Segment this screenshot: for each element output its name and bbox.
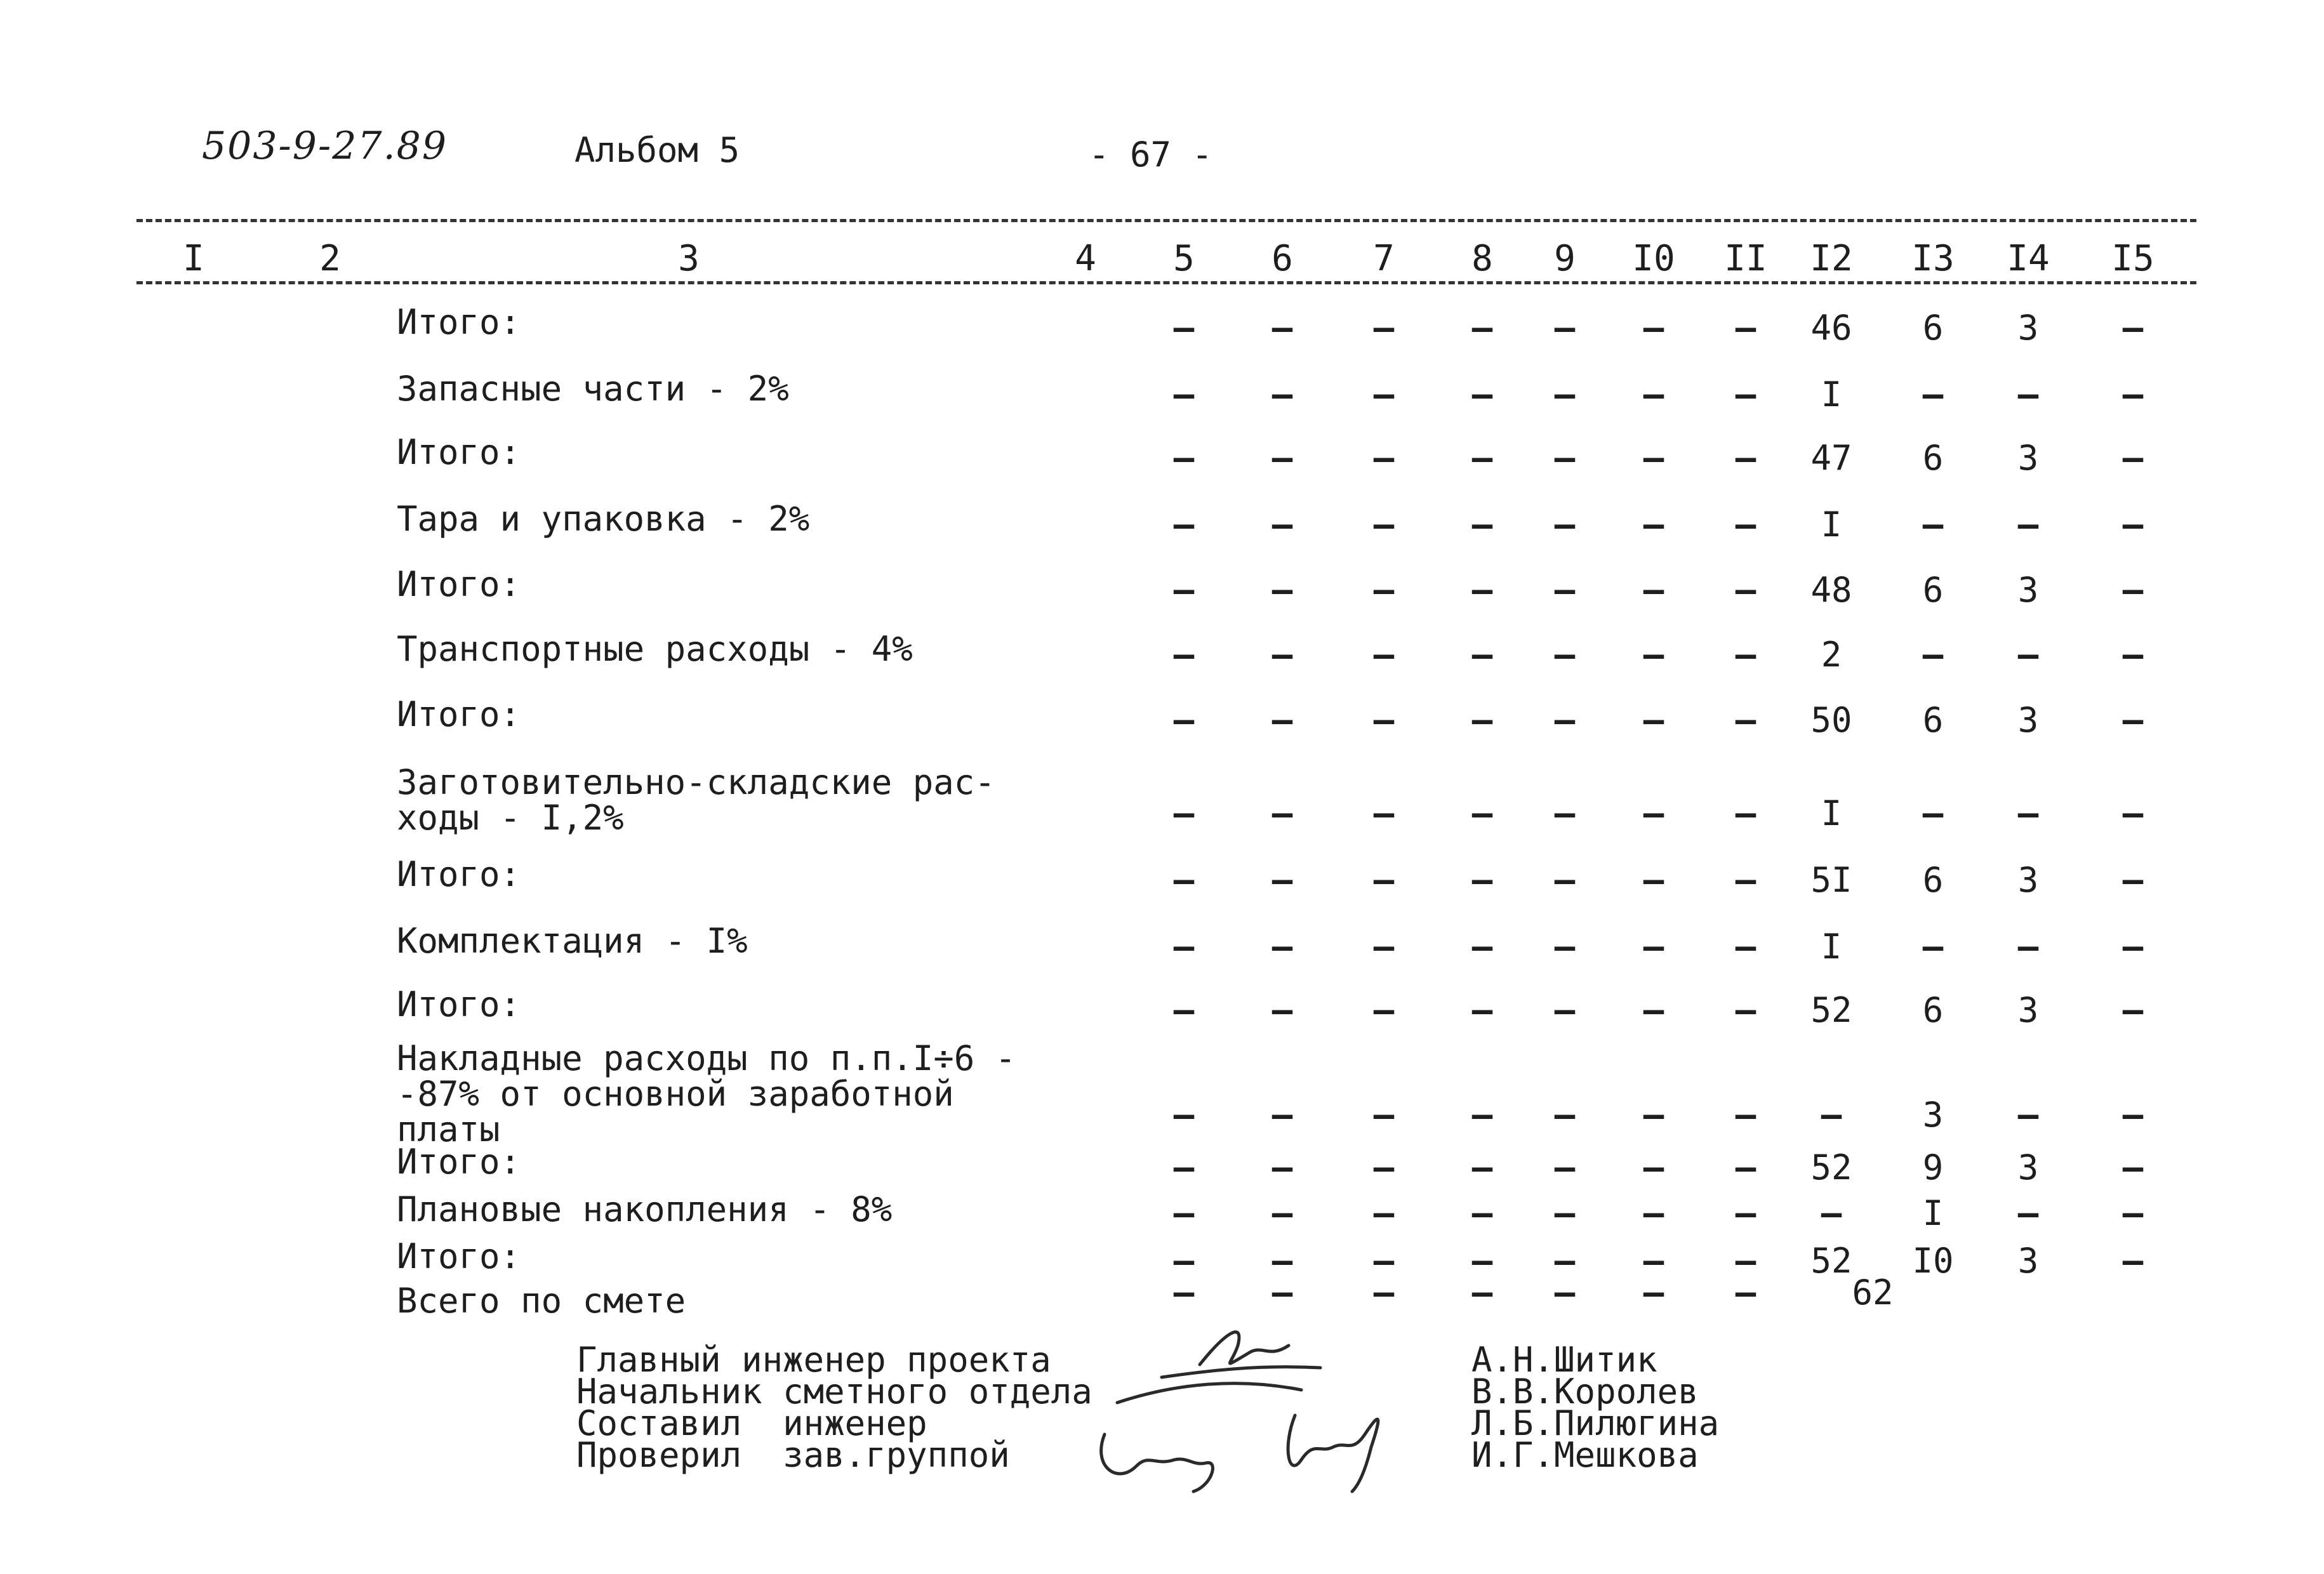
signature-role: Составил инженер: [576, 1403, 927, 1443]
column-header: I: [183, 238, 204, 279]
table-cell: –: [2122, 1193, 2144, 1233]
table-cell: –: [1173, 308, 1195, 348]
table-cell: –: [1471, 1193, 1493, 1233]
table-cell: –: [1821, 1095, 1842, 1135]
table-cell: –: [1643, 570, 1664, 610]
table-cell: 3: [2017, 990, 2039, 1030]
table-cell: –: [1373, 438, 1395, 478]
handwritten-signatures: [1079, 1307, 1435, 1498]
row-label: Накладные расходы по п.п.I÷6 - -87% от основной заработной платы: [397, 1038, 1016, 1149]
table-cell: I0: [1912, 1241, 1954, 1281]
table-cell: –: [2017, 793, 2039, 833]
table-cell: –: [1373, 927, 1395, 967]
table-cell: –: [1173, 374, 1195, 414]
table-cell: –: [1471, 570, 1493, 610]
table-cell: –: [1735, 570, 1756, 610]
table-cell: –: [2122, 1095, 2144, 1135]
table-cell: –: [1735, 860, 1756, 900]
table-cell: 3: [2017, 308, 2039, 348]
table-cell: 3: [2017, 1147, 2039, 1187]
column-header: 7: [1373, 238, 1395, 279]
table-cell: 3: [1922, 1095, 1944, 1135]
column-header: 6: [1272, 238, 1293, 279]
table-cell: –: [1373, 990, 1395, 1030]
document-code: 503-9-27.89: [202, 124, 448, 168]
table-cell: –: [1272, 990, 1293, 1030]
table-cell: 6: [1922, 570, 1944, 610]
signature-role: Проверил зав.группой: [576, 1435, 1010, 1475]
table-cell: –: [2122, 990, 2144, 1030]
table-cell: –: [1554, 1095, 1576, 1135]
table-cell: –: [1643, 1095, 1664, 1135]
table-cell: –: [1173, 1147, 1195, 1187]
table-cell: 6: [1922, 860, 1944, 900]
table-cell: –: [1173, 505, 1195, 545]
table-top-rule: [136, 219, 2196, 222]
table-cell: –: [2122, 635, 2144, 675]
table-cell: 48: [1810, 570, 1852, 610]
table-cell: –: [2122, 700, 2144, 740]
table-cell: –: [1272, 927, 1293, 967]
row-label: Итого:: [397, 854, 521, 894]
column-header: I4: [2007, 238, 2050, 279]
table-cell: –: [1554, 438, 1576, 478]
table-cell: –: [1373, 1193, 1395, 1233]
table-cell: –: [1471, 438, 1493, 478]
table-cell: –: [2122, 927, 2144, 967]
table-cell: –: [2122, 793, 2144, 833]
column-header: II: [1724, 238, 1767, 279]
table-cell: –: [1272, 1193, 1293, 1233]
table-cell: –: [1735, 1241, 1756, 1281]
column-header: 2: [319, 238, 341, 279]
row-label: Запасные части - 2%: [397, 369, 789, 409]
column-header: 5: [1173, 238, 1195, 279]
table-cell: –: [1173, 927, 1195, 967]
table-cell: –: [1272, 1273, 1293, 1313]
table-cell: 3: [2017, 700, 2039, 740]
table-cell: –: [1554, 1273, 1576, 1313]
table-cell: –: [1554, 1193, 1576, 1233]
table-cell: –: [1373, 700, 1395, 740]
table-cell: –: [1554, 1147, 1576, 1187]
table-cell: –: [1373, 308, 1395, 348]
table-cell: 62: [1852, 1273, 1894, 1313]
table-cell: –: [1471, 1095, 1493, 1135]
row-label: Транспортные расходы - 4%: [397, 629, 913, 669]
table-cell: –: [1643, 635, 1664, 675]
table-cell: –: [2017, 505, 2039, 545]
table-cell: –: [1735, 374, 1756, 414]
table-cell: –: [1272, 374, 1293, 414]
table-cell: –: [1373, 635, 1395, 675]
table-cell: I: [1821, 374, 1842, 414]
table-cell: –: [1471, 860, 1493, 900]
table-cell: –: [1643, 1273, 1664, 1313]
table-cell: –: [2122, 860, 2144, 900]
table-cell: –: [1471, 990, 1493, 1030]
table-cell: –: [1272, 793, 1293, 833]
table-cell: –: [1471, 700, 1493, 740]
table-cell: –: [1272, 635, 1293, 675]
table-cell: –: [1373, 1147, 1395, 1187]
table-cell: –: [1173, 635, 1195, 675]
table-cell: –: [1735, 635, 1756, 675]
table-cell: 6: [1922, 990, 1944, 1030]
column-header: 8: [1471, 238, 1493, 279]
table-cell: 3: [2017, 570, 2039, 610]
column-header: 9: [1554, 238, 1576, 279]
table-cell: –: [1373, 793, 1395, 833]
row-label: Тара и упаковка - 2%: [397, 499, 810, 539]
table-cell: –: [2122, 308, 2144, 348]
table-header-rule: [136, 281, 2196, 284]
table-cell: –: [1554, 860, 1576, 900]
table-cell: –: [1643, 990, 1664, 1030]
table-cell: I: [1821, 505, 1842, 545]
table-cell: –: [1643, 374, 1664, 414]
table-cell: –: [1272, 505, 1293, 545]
row-label: Итого:: [397, 1236, 521, 1276]
table-cell: –: [1272, 570, 1293, 610]
table-cell: –: [1173, 438, 1195, 478]
table-cell: –: [1272, 1241, 1293, 1281]
table-cell: –: [1373, 1241, 1395, 1281]
table-cell: –: [1554, 793, 1576, 833]
table-cell: –: [1373, 505, 1395, 545]
table-cell: –: [1272, 860, 1293, 900]
table-cell: 6: [1922, 308, 1944, 348]
table-cell: –: [1471, 635, 1493, 675]
table-cell: –: [1554, 700, 1576, 740]
table-cell: –: [1471, 308, 1493, 348]
table-cell: –: [1173, 1273, 1195, 1313]
table-cell: –: [1643, 860, 1664, 900]
table-cell: –: [1643, 1193, 1664, 1233]
table-cell: –: [1471, 1273, 1493, 1313]
table-cell: 52: [1810, 1241, 1852, 1281]
table-cell: –: [1735, 1095, 1756, 1135]
row-label: Заготовительно-складские рас- ходы - I,2%: [397, 762, 995, 838]
table-cell: –: [1735, 1273, 1756, 1313]
table-cell: –: [2122, 438, 2144, 478]
table-cell: –: [1272, 1147, 1293, 1187]
table-cell: –: [1373, 860, 1395, 900]
table-cell: –: [1643, 1147, 1664, 1187]
table-cell: –: [1643, 793, 1664, 833]
table-cell: –: [1643, 438, 1664, 478]
table-cell: –: [2017, 1095, 2039, 1135]
table-cell: 3: [2017, 860, 2039, 900]
table-cell: –: [1471, 793, 1493, 833]
table-cell: –: [2122, 505, 2144, 545]
row-label: Итого:: [397, 984, 521, 1024]
row-label: Итого:: [397, 1142, 521, 1182]
row-label: Итого:: [397, 432, 521, 472]
table-cell: 6: [1922, 700, 1944, 740]
table-cell: 9: [1922, 1147, 1944, 1187]
signature-role: Начальник сметного отдела: [576, 1372, 1092, 1412]
table-cell: –: [1554, 990, 1576, 1030]
table-cell: 5I: [1810, 860, 1852, 900]
table-cell: 3: [2017, 438, 2039, 478]
table-cell: –: [1735, 505, 1756, 545]
table-cell: –: [1173, 1193, 1195, 1233]
table-cell: –: [1471, 505, 1493, 545]
table-cell: –: [1554, 927, 1576, 967]
table-cell: 52: [1810, 990, 1852, 1030]
table-cell: –: [1373, 374, 1395, 414]
signatory-name: Л.Б.Пилюгина: [1471, 1403, 1720, 1443]
signatory-name: В.В.Королев: [1471, 1372, 1699, 1412]
signatory-name: И.Г.Мешкова: [1471, 1435, 1699, 1475]
table-cell: –: [1554, 374, 1576, 414]
table-cell: –: [2122, 570, 2144, 610]
table-cell: –: [1643, 700, 1664, 740]
table-cell: –: [2122, 1241, 2144, 1281]
table-cell: –: [1554, 505, 1576, 545]
table-cell: –: [1735, 1147, 1756, 1187]
table-cell: –: [1173, 1241, 1195, 1281]
table-cell: –: [1735, 308, 1756, 348]
signature-role: Главный инженер проекта: [576, 1340, 1051, 1380]
table-cell: 2: [1821, 635, 1842, 675]
table-cell: I: [1922, 1193, 1944, 1233]
row-label: Итого:: [397, 302, 521, 342]
signatory-name: А.Н.Шитик: [1471, 1340, 1657, 1380]
table-cell: –: [1373, 570, 1395, 610]
table-cell: –: [1173, 990, 1195, 1030]
table-cell: –: [1272, 1095, 1293, 1135]
column-header: I2: [1810, 238, 1853, 279]
row-label: Всего по смете: [397, 1281, 686, 1321]
table-cell: –: [2017, 1193, 2039, 1233]
table-cell: –: [1173, 793, 1195, 833]
table-cell: –: [1922, 374, 1944, 414]
table-cell: –: [1554, 635, 1576, 675]
table-cell: –: [1173, 570, 1195, 610]
table-cell: –: [1922, 793, 1944, 833]
column-header: I3: [1911, 238, 1955, 279]
row-label: Плановые накопления - 8%: [397, 1189, 893, 1229]
table-cell: –: [1554, 570, 1576, 610]
table-cell: –: [1643, 927, 1664, 967]
row-label: Комплектация - I%: [397, 921, 748, 961]
table-cell: –: [1735, 927, 1756, 967]
table-cell: –: [1373, 1273, 1395, 1313]
table-cell: –: [1643, 505, 1664, 545]
row-label: Итого:: [397, 564, 521, 604]
table-cell: –: [1922, 505, 1944, 545]
table-cell: I: [1821, 793, 1842, 833]
table-cell: –: [1735, 438, 1756, 478]
table-cell: –: [1373, 1095, 1395, 1135]
table-cell: –: [1173, 1095, 1195, 1135]
column-header: 3: [678, 238, 700, 279]
column-header: 4: [1075, 238, 1096, 279]
table-cell: 47: [1810, 438, 1852, 478]
table-cell: –: [1821, 1193, 1842, 1233]
table-cell: –: [2017, 927, 2039, 967]
table-cell: –: [1643, 1241, 1664, 1281]
table-cell: –: [1173, 860, 1195, 900]
table-cell: 52: [1810, 1147, 1852, 1187]
table-cell: –: [2017, 635, 2039, 675]
table-cell: –: [1272, 700, 1293, 740]
table-cell: –: [1272, 308, 1293, 348]
table-cell: –: [1272, 438, 1293, 478]
table-cell: 46: [1810, 308, 1852, 348]
table-cell: –: [1471, 927, 1493, 967]
table-cell: –: [1735, 700, 1756, 740]
table-cell: –: [1735, 990, 1756, 1030]
table-cell: –: [1471, 1241, 1493, 1281]
table-cell: –: [1643, 308, 1664, 348]
table-cell: –: [1735, 1193, 1756, 1233]
table-cell: –: [2122, 1147, 2144, 1187]
row-label: Итого:: [397, 694, 521, 734]
table-cell: I: [1821, 927, 1842, 967]
table-cell: –: [1554, 308, 1576, 348]
table-cell: –: [2122, 374, 2144, 414]
table-cell: 3: [2017, 1241, 2039, 1281]
table-cell: –: [1554, 1241, 1576, 1281]
column-header: I5: [2111, 238, 2155, 279]
table-cell: –: [1922, 927, 1944, 967]
column-header: I0: [1632, 238, 1675, 279]
table-cell: –: [2017, 374, 2039, 414]
table-cell: –: [1173, 700, 1195, 740]
table-cell: –: [1471, 374, 1493, 414]
table-cell: –: [1471, 1147, 1493, 1187]
table-cell: –: [1735, 793, 1756, 833]
table-cell: 6: [1922, 438, 1944, 478]
page-number: - 67 -: [1089, 135, 1213, 175]
album-label: Альбом 5: [574, 130, 740, 170]
table-cell: 50: [1810, 700, 1852, 740]
table-cell: –: [1922, 635, 1944, 675]
